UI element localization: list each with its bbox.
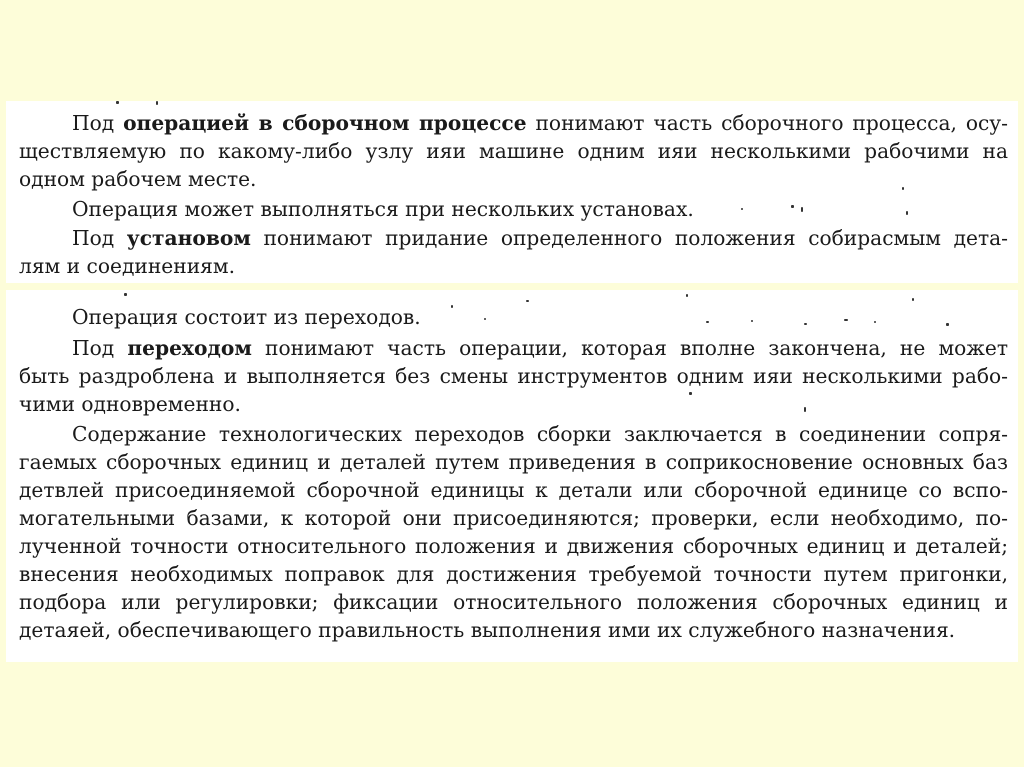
scan-speck	[156, 101, 158, 105]
paragraph-6-line-3: детвлей присоединяемой сборочной единицы к детали или сборочной единице со вспо-	[19, 478, 1008, 502]
scan-speck	[116, 101, 119, 104]
text-panel-bottom	[6, 290, 1018, 662]
paragraph-5-line-1: Под переходом понимают часть операции, которая вполне закончена, не может	[72, 336, 1008, 360]
paragraph-1-line-2: ществляемую по какому-либо узлу ияи машине одним ияи несколькими рабочими на	[19, 139, 1008, 163]
paragraph-6-line-7: подбора или регулировки; фиксации относительного положения сборочных единиц и	[19, 590, 1008, 614]
paragraph-5-line-3: чими одновременно.	[19, 392, 241, 416]
paragraph-6-line-5: лученной точности относительного положения и движения сборочных единиц и деталей;	[19, 534, 1008, 558]
paragraph-4-line-1: Операция состоит из переходов.	[72, 305, 421, 329]
scan-speck	[526, 300, 529, 302]
paragraph-6-line-2: гаемых сборочных единиц и деталей путем приведения в соприкосновение основных баз	[19, 450, 1008, 474]
term-operation: операцией в сборочном процессе	[123, 111, 527, 135]
paragraph-1-line-1: Под операцией в сборочном процессе понимают часть сборочного процесса, осу-	[72, 111, 1008, 135]
paragraph-3-line-2: лям и соединениям.	[19, 254, 236, 278]
paragraph-5-line-2: быть раздроблена и выполняется без смены инструментов одним ияи несколькими рабо-	[19, 364, 1008, 388]
scan-speck	[124, 293, 127, 296]
paragraph-6-line-4: могательными базами, к которой они присоединяются; проверки, если необходимо, по-	[19, 506, 1008, 530]
scan-speck	[686, 294, 688, 297]
text-panel-top	[6, 101, 1018, 283]
paragraph-6-line-8: детаяей, обеспечивающего правильность выполнения ими их служебного назначения.	[19, 618, 956, 642]
paragraph-2-line-1: Операция может выполняться при нескольких установах.	[72, 197, 694, 221]
scan-speck	[912, 298, 914, 301]
term-setup: установом	[126, 226, 251, 250]
paragraph-6-line-6: внесения необходимых поправок для достижения требуемой точности путем пригонки,	[19, 562, 1008, 586]
term-transition: переходом	[127, 336, 252, 360]
paragraph-6-line-1: Содержание технологических переходов сборки заключается в соединении сопря-	[72, 422, 1008, 446]
paragraph-3-line-1: Под установом понимают придание определенного положения собирасмым дета-	[72, 226, 1008, 250]
paragraph-1-line-3: одном рабочем месте.	[19, 167, 257, 191]
